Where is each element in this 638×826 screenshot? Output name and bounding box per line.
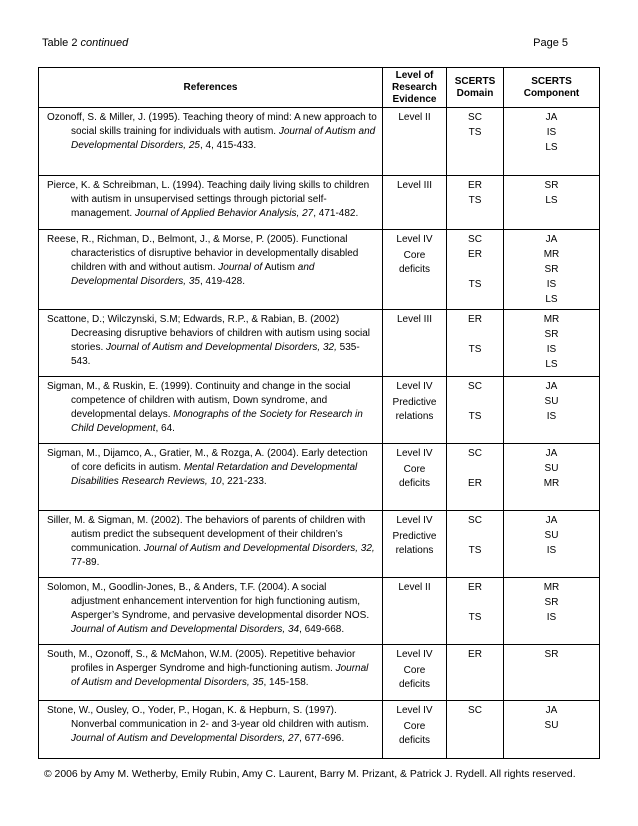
reference-cell — [39, 511, 383, 578]
component-code: JA — [545, 112, 558, 123]
domain-code: ER — [468, 180, 482, 191]
reference-italic-segment: Journal of Applied Behavior Analysis, 27 — [134, 208, 314, 219]
reference-italic-segment: Journal of Autism and Developmental Disorders, 27 — [71, 733, 300, 744]
level-line: deficits — [398, 478, 431, 489]
level-line: relations — [395, 411, 434, 422]
header-component — [504, 68, 600, 108]
component-code: SU — [544, 396, 559, 407]
reference-text — [47, 233, 378, 289]
domain-code: SC — [468, 112, 482, 123]
domain-code — [449, 328, 501, 342]
table-row — [39, 444, 600, 511]
header-component-line: SCERTS — [531, 75, 572, 87]
level-line: Level IV — [396, 649, 433, 660]
component-cell — [504, 310, 600, 377]
level-cell — [383, 444, 447, 511]
level-cell — [383, 230, 447, 310]
reference-cell — [39, 645, 383, 701]
header-level-line: Research — [391, 81, 438, 93]
component-code: IS — [546, 127, 557, 138]
domain-code: TS — [468, 545, 482, 556]
component-code: SR — [544, 597, 559, 608]
level-line: Level II — [398, 112, 431, 123]
component-code: IS — [546, 279, 557, 290]
reference-text — [47, 447, 378, 489]
component-code: SR — [544, 329, 559, 340]
domain-code: SC — [468, 705, 482, 716]
component-code: SR — [544, 180, 559, 191]
reference-text — [47, 704, 378, 746]
domain-code — [449, 596, 501, 610]
component-code: MR — [543, 582, 560, 593]
table-header-row — [39, 68, 600, 108]
component-code: LS — [545, 195, 558, 206]
domain-cell — [447, 444, 504, 511]
level-cell — [383, 176, 447, 230]
level-cell — [383, 310, 447, 377]
component-cell — [504, 444, 600, 511]
domain-code: ER — [468, 649, 482, 660]
component-cell — [504, 701, 600, 759]
domain-code — [449, 395, 501, 409]
component-cell — [504, 578, 600, 645]
domain-code: TS — [468, 344, 482, 355]
reference-segment: , 419-428. — [199, 276, 245, 287]
domain-code: ER — [468, 582, 482, 593]
table-row — [39, 230, 600, 310]
page-number: Page 5 — [533, 37, 568, 49]
table-caption-label: Table 2 — [42, 37, 78, 49]
reference-segment: Sigman, M., Dijamco, A., Gratier, M., & Rozga, A. (2004). Early detection of core deficits in autism. — [47, 448, 368, 473]
reference-segment: , 221-233. — [221, 476, 267, 487]
reference-text — [47, 111, 378, 153]
reference-cell — [39, 701, 383, 759]
domain-code: SC — [468, 381, 482, 392]
component-code: IS — [546, 545, 557, 556]
reference-segment: , 649-668. — [299, 624, 345, 635]
header-domain-line: SCERTS — [454, 75, 496, 87]
level-line: Level IV — [396, 448, 433, 459]
reference-cell — [39, 230, 383, 310]
reference-segment: Solomon, M., Goodlin-Jones, B., & Anders, T.F. (2004). A social adjustment enhancement intervention for high functioning autism, Asperger’s Syndrome, and pervasive developmental disorder NOS. — [47, 582, 370, 621]
domain-cell — [447, 578, 504, 645]
component-code: LS — [545, 142, 558, 153]
reference-segment: Pierce, K. & Schreibman, L. (1994). Teaching daily living skills to children with autism in unsupervised settings through pictorial self-management. — [47, 180, 370, 219]
reference-segment: Reese, R., Richman, D., Belmont, J., & Morse, P. (2005). Functional characteristics of disruptive behavior in developmentally disabled children with and without autism. — [47, 234, 359, 273]
table-body — [39, 108, 600, 759]
domain-cell — [447, 230, 504, 310]
reference-text — [47, 179, 378, 221]
component-code: JA — [545, 448, 558, 459]
component-code: MR — [543, 478, 560, 489]
copyright-footer: © 2006 by Amy M. Wetherby, Emily Rubin, Amy C. Laurent, Barry M. Prizant, & Patrick J. Rydell. All rights reserved. — [44, 769, 576, 780]
reference-cell — [39, 578, 383, 645]
level-line: deficits — [398, 735, 431, 746]
level-line: Core — [403, 464, 426, 475]
domain-cell — [447, 310, 504, 377]
component-code: IS — [546, 344, 557, 355]
reference-segment: Scattone, D.; Wilczynski, S.M; Edwards, R.P., & Rabian, B. (2002) Decreasing disruptive behaviors of children with autism using social stories. — [47, 314, 371, 353]
table-row — [39, 310, 600, 377]
domain-code: ER — [468, 249, 482, 260]
component-code: SU — [544, 463, 559, 474]
domain-code — [449, 263, 501, 277]
level-line: deficits — [398, 679, 431, 690]
reference-text — [47, 648, 378, 690]
component-code: SU — [544, 720, 559, 731]
reference-segment: Siller, M. & Sigman, M. (2002). The behaviors of parents of children with autism predict the subsequent development of their children’s communication. — [47, 515, 366, 554]
header-level — [383, 68, 447, 108]
level-cell — [383, 511, 447, 578]
level-line: Core — [403, 250, 426, 261]
domain-code: TS — [468, 127, 482, 138]
reference-segment: , 471-482. — [313, 208, 359, 219]
reference-text — [47, 380, 378, 436]
domain-cell — [447, 377, 504, 444]
domain-code: TS — [468, 195, 482, 206]
domain-code: SC — [468, 448, 482, 459]
level-line: Level IV — [396, 705, 433, 716]
table-row — [39, 578, 600, 645]
domain-code: TS — [468, 411, 482, 422]
component-code: JA — [545, 705, 558, 716]
reference-text — [47, 514, 378, 570]
domain-cell — [447, 511, 504, 578]
level-line: Predictive — [392, 397, 437, 408]
reference-segment: , 145-158. — [263, 677, 309, 688]
level-line: Level III — [396, 314, 433, 325]
reference-cell — [39, 176, 383, 230]
level-line: relations — [395, 545, 434, 556]
level-cell — [383, 701, 447, 759]
component-cell — [504, 230, 600, 310]
component-code: LS — [545, 359, 558, 370]
domain-cell — [447, 176, 504, 230]
component-code: SR — [544, 264, 559, 275]
level-line: Level III — [396, 180, 433, 191]
reference-segment: , 4, 415-433. — [199, 140, 257, 151]
reference-cell — [39, 377, 383, 444]
reference-italic-segment: Journal of Autism and Developmental Disorders, 34 — [71, 624, 300, 635]
component-cell — [504, 108, 600, 176]
level-line: Level IV — [396, 381, 433, 392]
level-cell — [383, 645, 447, 701]
level-line: Core — [403, 721, 426, 732]
header-level-line: Evidence — [392, 93, 437, 105]
table-row — [39, 645, 600, 701]
domain-code — [449, 529, 501, 543]
level-cell — [383, 578, 447, 645]
reference-cell — [39, 108, 383, 176]
reference-segment: Autism — [262, 262, 298, 273]
domain-code: ER — [468, 314, 482, 325]
table-row — [39, 511, 600, 578]
level-line: Predictive — [392, 531, 437, 542]
table-caption-continued: continued — [80, 37, 129, 49]
table-row — [39, 377, 600, 444]
table-row — [39, 176, 600, 230]
domain-code — [449, 462, 501, 476]
level-line: Core — [403, 665, 426, 676]
table-row — [39, 701, 600, 759]
reference-italic-segment: Mental Retardation and Developmental Disabilities Research Reviews, 10 — [71, 462, 358, 487]
reference-segment: Sigman, M., & Ruskin, E. (1999). Continuity and change in the social competence of children with autism, Down syndrome, and developmental delays. — [47, 381, 351, 420]
header-references: References — [39, 68, 383, 108]
component-code: JA — [545, 381, 558, 392]
component-code: SR — [544, 649, 559, 660]
domain-code: TS — [468, 612, 482, 623]
domain-code: TS — [468, 279, 482, 290]
reference-italic-segment: and Developmental Disorders, 35 — [71, 262, 315, 287]
level-cell — [383, 108, 447, 176]
domain-code: SC — [468, 515, 482, 526]
domain-code: SC — [468, 234, 482, 245]
domain-cell — [447, 645, 504, 701]
level-cell — [383, 377, 447, 444]
component-cell — [504, 176, 600, 230]
references-table — [38, 67, 600, 759]
reference-italic-segment: Journal of Autism and Developmental Disorders, 32, — [106, 342, 337, 353]
component-code: IS — [546, 612, 557, 623]
reference-segment: Stone, W., Ousley, O., Yoder, P., Hogan, K. & Hepburn, S. (1997). Nonverbal communication in 2- and 3-year old children with autism. — [47, 705, 369, 730]
reference-segment: Ozonoff, S. & Miller, J. (1995). Teaching theory of mind: A new approach to social skills training for individuals with autism. — [47, 112, 377, 137]
reference-text — [47, 581, 378, 637]
reference-italic-segment: Journal of — [218, 262, 263, 273]
domain-cell — [447, 108, 504, 176]
table-row — [39, 108, 600, 176]
reference-italic-segment: Monographs of the Society for Research in Child Development — [71, 409, 363, 434]
component-code: LS — [545, 294, 558, 305]
level-line: deficits — [398, 264, 431, 275]
domain-code: ER — [468, 478, 482, 489]
reference-italic-segment: Journal of Autism and Developmental Disorders, 25 — [71, 126, 376, 151]
reference-cell — [39, 444, 383, 511]
level-line: Level IV — [396, 515, 433, 526]
reference-segment: 77-89. — [71, 557, 100, 568]
table-caption — [42, 37, 128, 49]
component-code: JA — [545, 234, 558, 245]
header-domain-line: Domain — [456, 87, 494, 99]
level-line: Level II — [398, 582, 431, 593]
component-code: MR — [543, 314, 560, 325]
reference-italic-segment: Journal of Autism and Developmental Disorders, 32, — [143, 543, 375, 554]
component-cell — [504, 645, 600, 701]
domain-cell — [447, 701, 504, 759]
reference-segment: , 64. — [155, 423, 175, 434]
component-code: MR — [543, 249, 560, 260]
reference-italic-segment: Journal of Autism and Developmental Disorders, 35 — [71, 663, 369, 688]
component-code: SU — [544, 530, 559, 541]
component-cell — [504, 511, 600, 578]
component-cell — [504, 377, 600, 444]
component-code: JA — [545, 515, 558, 526]
component-code: IS — [546, 411, 557, 422]
reference-segment: 535-543. — [71, 342, 360, 367]
reference-cell — [39, 310, 383, 377]
level-line: Level IV — [396, 234, 433, 245]
header-domain — [447, 68, 504, 108]
reference-text — [47, 313, 378, 369]
header-level-line: Level of — [395, 69, 434, 81]
header-component-line: Component — [523, 87, 580, 99]
reference-segment: , 677-696. — [299, 733, 345, 744]
reference-segment: South, M., Ozonoff, S., & McMahon, W.M. (2005). Repetitive behavior profiles in Asperger Syndrome and high-functioning autism. — [47, 649, 356, 674]
